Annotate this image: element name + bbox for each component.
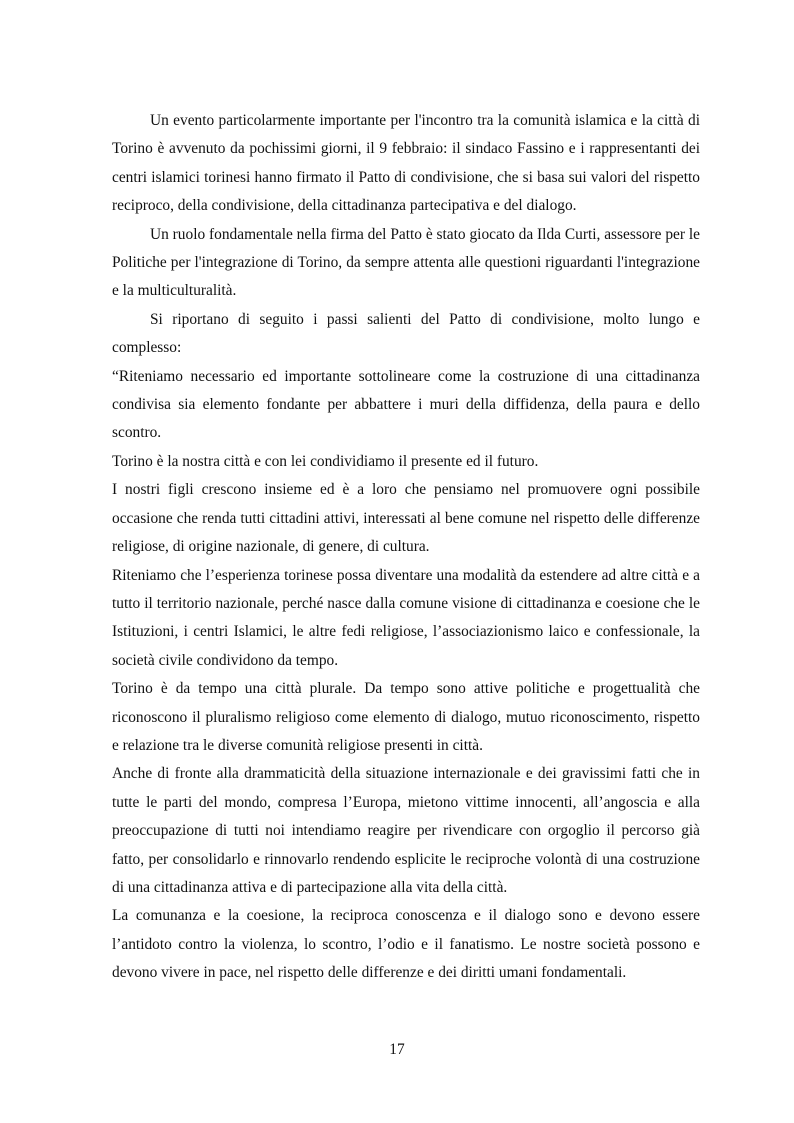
- body-text: [112, 107, 700, 988]
- paragraph-fassino-pact: Un evento particolarmente importante per l'incontro tra la comunità islamica e la città di Torino è avvenuto da pochissimi giorni, il 9 febbraio: il sindaco Fassino e i rappresentanti dei centri islamici torinesi hanno firmato il Patto di condivisione, che si basa sui valori del rispetto reciproco, della condivisione, della cittadinanza partecipativa e del dialogo.: [112, 112, 700, 215]
- quote-paragraph: Anche di fronte alla drammaticità della situazione internazionale e dei gravissimi fatti che in tutte le parti del mondo, compresa l’Europa, mietono vittime innocenti, all’angoscia e alla preoccupazione di tutti noi intendiamo reagire per rivendicare con orgoglio il percorso già fatto, per consolidarlo e rinnovarlo rendendo esplicite le reciproche volontà di una costruzione di una cittadinanza attiva e di partecipazione alla vita della città.: [112, 765, 700, 896]
- quote-paragraph: La comunanza e la coesione, la reciproca conoscenza e il dialogo sono e devono essere l’antidoto contro la violenza, lo scontro, l’odio e il fanatismo. Le nostre società possono e devono vivere in pace, nel rispetto delle differenze e dei diritti umani fondamentali.: [112, 907, 700, 982]
- quote-paragraph: Riteniamo che l’esperienza torinese possa diventare una modalità da estendere ad altre città e a tutto il territorio nazionale, perché nasce dalla comune visione di cittadinanza e coesione che le Istituzioni, i centri Islamici, le altre fedi religiose, l’associazionismo laico e confessionale, la società civile condividono da tempo.: [112, 566, 700, 669]
- quote-paragraph: “Riteniamo necessario ed importante sottolineare come la costruzione di una cittadinanza condivisa sia elemento fondante per abbattere i muri della diffidenza, della paura e dello scontro.: [112, 367, 700, 442]
- quote-paragraph: Torino è da tempo una città plurale. Da tempo sono attive politiche e progettualità che riconoscono il pluralismo religioso come elemento di dialogo, mutuo riconoscimento, rispetto e relazione tra le diverse comunità religiose presenti in città.: [112, 680, 700, 754]
- paragraph-ilda-curti: Un ruolo fondamentale nella firma del Patto è stato giocato da Ilda Curti, assessore per le Politiche per l'integrazione di Torino, da sempre attenta alle questioni riguardanti l'integrazione e la multiculturalità.: [112, 225, 700, 300]
- paragraph-quote-intro: Si riportano di seguito i passi salienti del Patto di condivisione, molto lungo e complesso:: [112, 310, 700, 357]
- quote-paragraph: Torino è la nostra città e con lei condividiamo il presente ed il futuro.: [112, 452, 539, 470]
- quote-paragraph: I nostri figli crescono insieme ed è a loro che pensiamo nel promuovere ogni possibile occasione che renda tutti cittadini attivi, interessati al bene comune nel rispetto delle differenze religiose, di origine nazionale, di genere, di cultura.: [112, 481, 700, 556]
- page-number: 17: [389, 1041, 405, 1058]
